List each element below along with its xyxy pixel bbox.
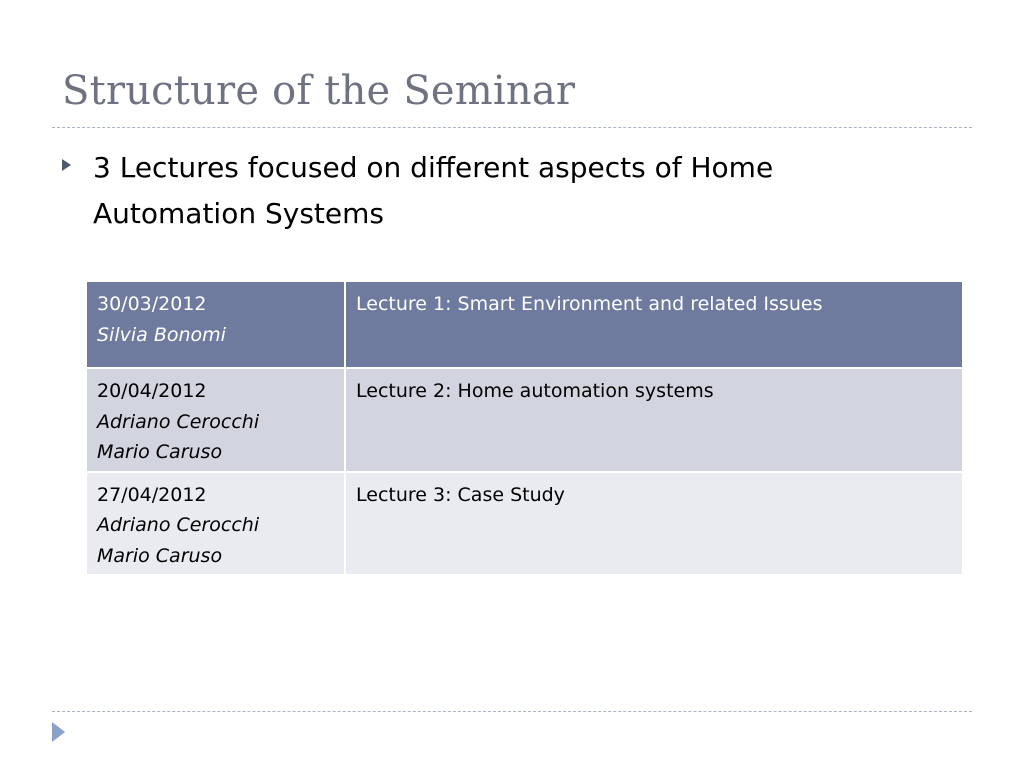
triangle-bullet-icon — [62, 159, 71, 171]
date-presenter-cell — [86, 472, 345, 576]
presenter-name: Mario Caruso — [97, 441, 223, 463]
table-row — [86, 368, 963, 472]
lecture-title-cell: Lecture 2: Home automation systems — [345, 368, 963, 472]
lecture-date: 20/04/2012 — [97, 380, 207, 402]
lecture-title-cell: Lecture 1: Smart Environment and related Issues — [345, 281, 963, 368]
lecture-title-cell: Lecture 3: Case Study — [345, 472, 963, 576]
presenter-name: Adriano Cerocchi — [97, 514, 260, 536]
date-presenter-cell — [86, 281, 345, 368]
presenter-name: Adriano Cerocchi — [97, 410, 260, 433]
next-arrow-icon[interactable] — [52, 722, 65, 742]
footer-divider — [52, 711, 972, 712]
presenter-name: Mario Caruso — [97, 544, 223, 567]
lecture-date: 27/04/2012 — [97, 483, 207, 506]
lecture-date: 30/03/2012 — [97, 293, 207, 315]
presenter-name: Silvia Bonomi — [97, 323, 226, 346]
bullet-text: 3 Lectures focused on different aspects of Home Automation Systems — [93, 151, 774, 230]
date-presenter-cell — [86, 368, 345, 472]
table-row — [86, 472, 963, 576]
slide-title: Structure of the Seminar — [62, 68, 576, 114]
seminar-schedule-table — [85, 280, 964, 576]
title-divider — [52, 127, 972, 128]
table-row — [86, 281, 963, 368]
